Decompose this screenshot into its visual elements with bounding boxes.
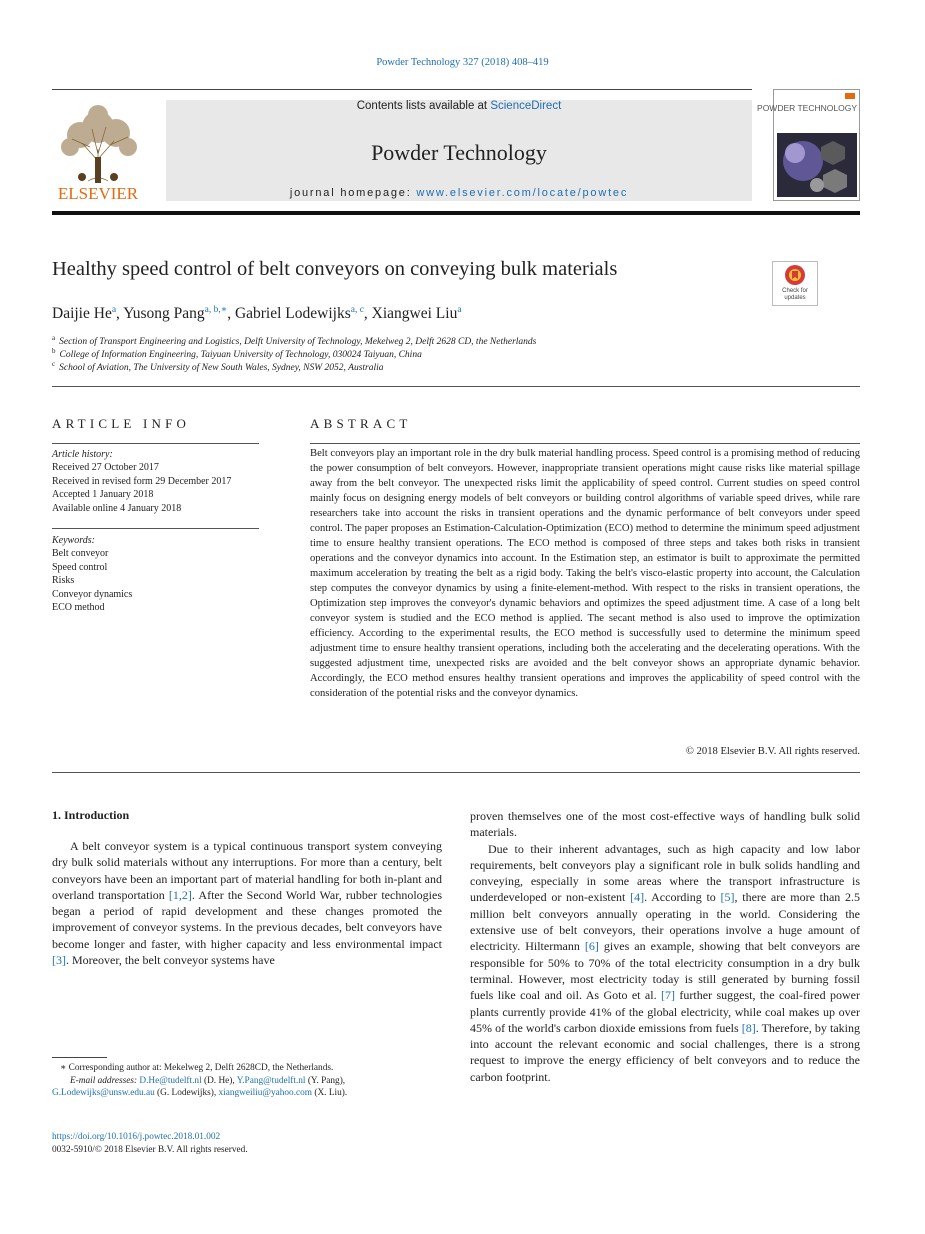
keywords: [52, 534, 262, 614]
elsevier-logo[interactable]: [52, 99, 144, 203]
citation-ref[interactable]: [6]: [584, 939, 599, 954]
paragraph-text: . Therefore, by taking into account the relevant economic and social challenges, there is a strong request to improve the energy efficiency of belt conveyors and to reduce the carbon footprint.: [470, 1020, 860, 1084]
history-item: Accepted 1 January 2018: [52, 489, 154, 501]
author-affil-mark[interactable]: a, b,∗: [204, 305, 228, 315]
email-link[interactable]: xiangweiliu@yahoo.com: [218, 1088, 313, 1099]
intro-paragraph: [470, 841, 860, 1085]
email-owner: (Y. Pang),: [305, 1075, 346, 1086]
citation-ref[interactable]: [5]: [720, 890, 735, 905]
email-link[interactable]: D.He@tudelft.nl: [139, 1075, 202, 1086]
history-label: Article history:: [52, 449, 113, 460]
journal-cover-image: [757, 89, 860, 201]
keywords-rule: [52, 528, 259, 529]
journal-title[interactable]: Powder Technology: [371, 140, 547, 165]
article-info-rule: [52, 443, 259, 444]
check-updates-label: Check for updates: [782, 288, 808, 301]
section-rule: [52, 386, 860, 387]
abstract-text: Belt conveyors play an important role in the dry bulk material handling process. Speed control is a promising method of reducing the power consumption of belt conveyors. However, inappropriate transient operations might cause risks like material spillage away from the belt conveyor. The unexpected risks limit the applicability of speed control. Current studies on speed control mainly focus on designing energy models of belt conveyors or building control algorithms of variable speed drives, while rare researchers take into account the risks in transient operations and the dynamic performance of belt conveyors under speed control. The paper proposes an Estimation-Calculation-Optimization (ECO) method to determine the minimum speed adjustment time to ensure healthy transient operations. The ECO method is composed of three steps and takes both risks in transient operations and the conveyor dynamics into account. In the Estimation step, an estimator is built to approximate the permitted maximum acceleration by treating the belt as a rigid body. Taking the belt's visco-elastic property into account, the Calculation step computes the conveyor dynamics by using a finite-element-method. With respect to the risks in transient operations, the Optimization step improves the conveyor's dynamic behaviors and optimizes the speed adjustment time. A case of a long belt conveyor system is studied and the ECO method is applied. The secant method is also used to improve the optimization efficiency. According to the experimental results, the ECO method is successfully used to determine the minimum speed adjustment time to ensure healthy transient operations, including both the accelerating and the decelerating operations. With the suggested adjustment time, unexpected risks are avoided and the belt conveyor shows an appropriate dynamic behavior. Accordingly, the ECO method ensures healthy transient operations and improves the applicability of speed control with the consideration of the potential risks and the conveyor dynamics.: [310, 448, 860, 699]
author-name[interactable]: Yusong Pang: [123, 305, 205, 323]
homepage-prefix: journal homepage:: [289, 187, 417, 199]
history-item: Available online 4 January 2018: [52, 502, 182, 514]
doi-link[interactable]: https://doi.org/10.1016/j.powtec.2018.01.002: [52, 1132, 221, 1142]
email-line: [52, 1087, 452, 1100]
paragraph-text: . Moreover, the belt conveyor systems have: [66, 953, 275, 968]
affiliation-text: College of Information Engineering, Taiyuan University of Technology, 030024 Taiyuan, China: [59, 350, 422, 361]
keyword: ECO method: [52, 602, 105, 614]
footnotes: [52, 1062, 452, 1100]
issn-line: 0032-5910/© 2018 Elsevier B.V. All rights reserved.: [52, 1144, 248, 1155]
homepage-link[interactable]: www.elsevier.com/locate/powtec: [416, 187, 629, 199]
intro-paragraph: proven themselves one of the most cost-effective ways of handling bulk solid materials.: [470, 809, 860, 840]
keyword: Risks: [52, 575, 75, 587]
keyword: Belt conveyor: [52, 548, 109, 560]
cover-title: POWDER TECHNOLOGY: [757, 103, 857, 113]
affiliation-text: School of Aviation, The University of New South Wales, Sydney, NSW 2052, Australia: [59, 363, 384, 374]
author-affil-mark[interactable]: a: [111, 305, 117, 315]
citation-ref[interactable]: [1,2]: [168, 887, 192, 902]
author-list: Daijie He$^a$, Yusong Pang$^{a, b,∗}$, Gabriel Lodewijks$^{a, c}$, Xiangwei Liu$^a$: [52, 305, 462, 323]
doi-block: [52, 1131, 248, 1156]
contents-line: [166, 100, 752, 112]
corresponding-author-note: ∗ Corresponding author at: Mekelweg 2, Delft 2628CD, the Netherlands.: [60, 1063, 334, 1073]
history-item: Received 27 October 2017: [52, 462, 159, 474]
email-owner: (G. Lodewijks),: [154, 1088, 219, 1099]
intro-column-left: [52, 838, 442, 968]
check-for-updates-badge[interactable]: [772, 261, 818, 306]
affiliation-mark: c: [52, 360, 56, 368]
affiliation-mark: b: [52, 347, 56, 355]
intro-column-right: [470, 808, 860, 1085]
citation-ref[interactable]: [7]: [661, 988, 676, 1003]
email-link[interactable]: G.Lodewijks@unsw.edu.au: [52, 1088, 155, 1099]
contents-prefix: Contents lists available at: [356, 100, 491, 112]
author-name[interactable]: Gabriel Lodewijks: [234, 305, 351, 323]
email-link[interactable]: Y.Pang@tudelft.nl: [236, 1075, 306, 1086]
article-info-heading: ARTICLE INFO: [52, 416, 191, 431]
paragraph-text: Due to their inherent advantages, such as high capacity and low labor requirements, belt conveyors play a significant role in bulk solids handling and conveying, especially in some areas where the transport infrastructure is underdeveloped or non-existent: [470, 841, 860, 905]
affiliation-text: Section of Transport Engineering and Logistics, Delft University of Technology, Mekelweg 2, Delft 2628 CD, the Netherlands: [59, 337, 537, 348]
keyword: Speed control: [52, 561, 108, 573]
sciencedirect-link[interactable]: ScienceDirect: [490, 100, 562, 112]
introduction-heading: 1. Introduction: [52, 808, 130, 822]
paragraph-text: gives an example, showing that belt conveyors are responsible for 50% to 70% of the total electricity consumption in a dry bulk terminal. However, most electricity today is still generated by burning fossil fuels like coal and oil. As Goto et al.: [470, 939, 860, 1003]
author-name[interactable]: Xiangwei Liu: [371, 305, 458, 323]
abstract-rule: [310, 443, 860, 444]
keyword: Conveyor dynamics: [52, 588, 133, 600]
email-label: E-mail addresses:: [70, 1075, 138, 1086]
keywords-label: Keywords:: [52, 535, 95, 546]
intro-paragraph: [52, 838, 442, 968]
abstract-copyright: © 2018 Elsevier B.V. All rights reserved.: [685, 746, 860, 757]
article-title: Healthy speed control of belt conveyors on conveying bulk materials: [52, 258, 618, 280]
history-item: Received in revised form 29 December 2017: [52, 475, 232, 487]
author-name[interactable]: Daijie He: [52, 305, 112, 323]
email-owner: (X. Liu).: [312, 1088, 348, 1099]
affiliation: [52, 360, 384, 373]
citation-ref[interactable]: [3]: [52, 953, 66, 968]
paragraph-text: . According to: [644, 890, 721, 905]
homepage-line: [166, 187, 752, 199]
affiliation-mark: a: [52, 334, 56, 342]
email-owner: (D. He),: [201, 1075, 237, 1086]
abstract-heading: ABSTRACT: [310, 416, 412, 431]
article-history: [52, 448, 262, 515]
journal-citation[interactable]: Powder Technology 327 (2018) 408–419: [376, 57, 549, 68]
affiliation: [52, 347, 422, 360]
footnote-rule: [52, 1057, 107, 1058]
header-thick-rule: [52, 211, 860, 215]
email-line: [52, 1075, 452, 1088]
paragraph-text: . After the Second World War, rubber technologies began a period of rapid development and these changes promoted the improvement of conveyor systems. In the previous decades, belt conveyors have become longer and faster, with higher capacity and less environmental impact: [52, 887, 442, 951]
elsevier-tree-icon: [52, 99, 144, 203]
journal-cover[interactable]: [757, 89, 860, 201]
publisher-wordmark: ELSEVIER: [57, 184, 139, 203]
citation-ref[interactable]: [4]: [630, 890, 645, 905]
paragraph-text: further suggest, the coal-fired power plants currently provide 41% of the global electricity, while coal makes up over 45% of the world's carbon dioxide emissions from fuels: [470, 988, 861, 1035]
journal-banner: [166, 100, 752, 201]
header-rule: [52, 89, 752, 90]
section-rule: [52, 772, 860, 773]
paragraph-text: , there are more than 2.5 million belt conveyors annually operating in the world. Considering the extensive use of belt conveyors, their operations involve a huge amount of electricity. Hiltermann: [470, 890, 861, 954]
author-affil-mark[interactable]: a, c: [350, 305, 364, 315]
affiliation: [52, 334, 536, 347]
author-affil-mark[interactable]: a: [457, 305, 462, 315]
citation-ref[interactable]: [8]: [741, 1020, 756, 1035]
paragraph-text: A belt conveyor system is a typical continuous transport system conveying dry bulk solid materials without any interruptions. For more than a century, belt conveyors have been an important part of material handling for both in-plant and overland transportation: [52, 839, 442, 902]
